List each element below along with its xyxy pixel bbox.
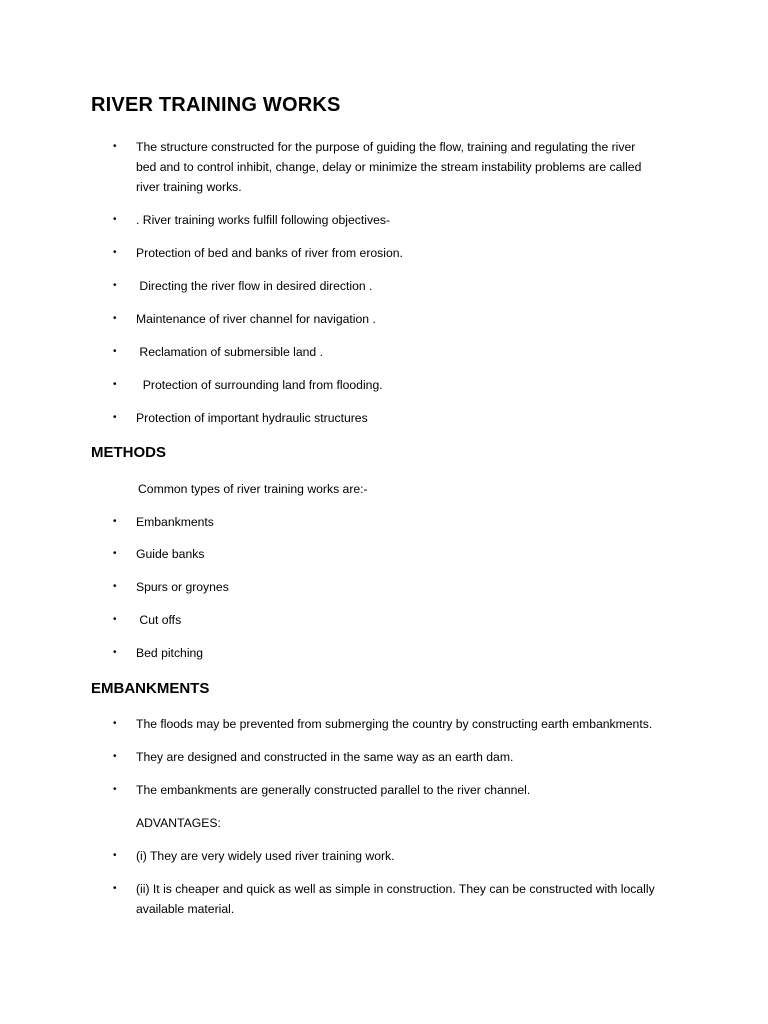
bullet: •: [113, 548, 117, 559]
bullet: •: [113, 214, 117, 225]
bullet: •: [113, 280, 117, 291]
list-item-text: The floods may be prevented from submerging the country by constructing earth embankments.: [136, 717, 653, 731]
bullet: •: [113, 516, 117, 527]
methods-intro: Common types of river training works are:-: [138, 482, 368, 496]
page-title: RIVER TRAINING WORKS: [91, 94, 341, 116]
list-item-text: The structure constructed for the purpose of guiding the flow, training and regulating the river bed and to control inhibit, change, delay or minimize the stream instability problems are called river training works.: [136, 140, 642, 194]
bullet: •: [113, 247, 117, 258]
bullet: •: [113, 883, 117, 894]
list-item-text: The embankments are generally constructed parallel to the river channel.: [136, 783, 531, 797]
bullet: •: [113, 718, 117, 729]
list-item-text: They are designed and constructed in the same way as an earth dam.: [136, 750, 514, 764]
list-item-text: Bed pitching: [136, 646, 204, 660]
bullet: •: [113, 581, 117, 592]
embankments-heading: EMBANKMENTS: [91, 680, 210, 697]
list-item-text: Protection of bed and banks of river from erosion.: [136, 246, 403, 260]
list-item-text: Protection of important hydraulic structures: [136, 411, 368, 425]
advantages-label: ADVANTAGES:: [136, 816, 221, 830]
bullet: •: [113, 379, 117, 390]
bullet: •: [113, 313, 117, 324]
methods-heading: METHODS: [91, 444, 166, 461]
list-item-text: Guide banks: [136, 547, 205, 561]
list-item-text: Reclamation of submersible land .: [136, 345, 323, 359]
list-item-text: Spurs or groynes: [136, 580, 229, 594]
list-item-text: Directing the river flow in desired direction .: [136, 279, 373, 293]
list-item-text: Embankments: [136, 515, 214, 529]
bullet: •: [113, 346, 117, 357]
bullet: •: [113, 751, 117, 762]
list-item-text: (i) They are very widely used river training work.: [136, 849, 395, 863]
bullet: •: [113, 647, 117, 658]
bullet: •: [113, 850, 117, 861]
bullet: •: [113, 412, 117, 423]
list-item-text: Maintenance of river channel for navigation .: [136, 312, 376, 326]
bullet: •: [113, 141, 117, 152]
list-item-text: Protection of surrounding land from flooding.: [136, 378, 383, 392]
bullet: •: [113, 614, 117, 625]
list-item-text: Cut offs: [136, 613, 182, 627]
list-item-text: (ii) It is cheaper and quick as well as simple in construction. They can be constructed with locally available material.: [136, 882, 655, 916]
list-item-text: . River training works fulfill following objectives-: [136, 213, 390, 227]
bullet: •: [113, 784, 117, 795]
